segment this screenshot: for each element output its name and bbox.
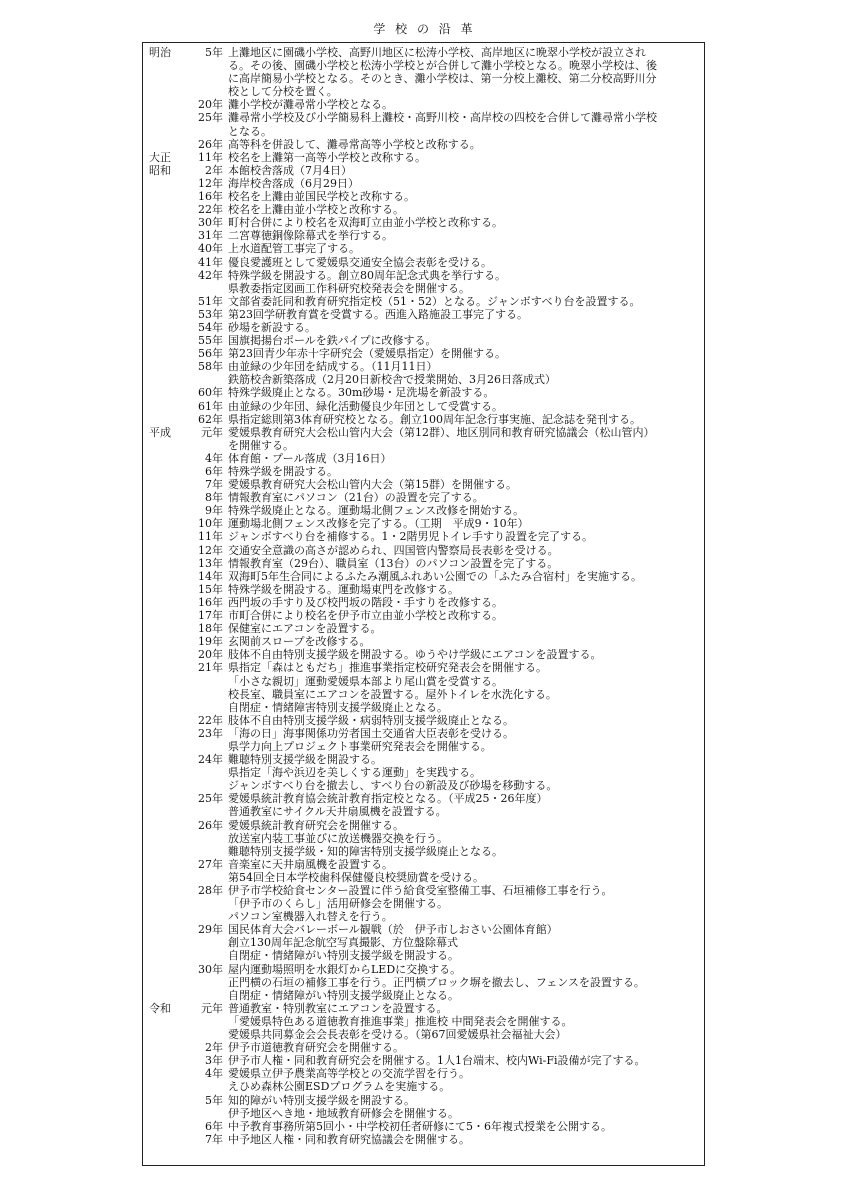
event-text: ジャンボすべり台を補修する。1・2階男児トイレ手すり設置を完了する。 [228,530,594,544]
event-text: 第23回青少年赤十字研究会（愛媛県指定）を開催する。 [228,347,506,361]
year-label: 29年 [198,923,223,937]
year-label: 62年 [198,412,223,426]
year-label: 2年 [205,1041,223,1055]
event-text: 特殊学級を開設する。 [228,465,338,478]
history-row [143,648,704,661]
history-row [143,609,704,622]
event-text: 県教委指定図画工作科研究校発表会を開催する。 [228,281,470,295]
event-text: 優良愛護班として愛媛県交通安全協会表彰を受ける。 [228,255,492,269]
event-text: 海岸校舎落成（6月29日） [228,176,359,190]
event-text: 屋内運動場照明を水銀灯からLEDに交換する。 [228,962,462,976]
year-label: 19年 [198,635,223,649]
year-label: 4年 [205,1067,223,1081]
history-row [143,517,704,530]
history-row [143,203,704,216]
event-text: 自閉症・情緒障害特別支援学級廃止となる。 [228,700,448,714]
history-row [143,308,704,321]
year-label: 40年 [198,242,223,256]
history-row [143,661,704,674]
event-text: 校長室、職員室にエアコンを設置する。屋外トイレを水洗化する。 [228,687,557,701]
era-label: 平成 [149,425,171,439]
history-row [143,190,704,203]
era-label: 令和 [149,1001,171,1015]
year-label: 26年 [198,137,223,151]
history-row [143,151,704,164]
event-text: 県学力向上プロジェクト事業研究発表会を開催する。 [228,739,492,753]
history-row [143,910,704,923]
event-text: 県指定「海や浜辺を美しくする運動」を実践する。 [228,766,481,780]
year-label: 20年 [198,648,223,662]
year-label: 22年 [198,203,223,217]
event-text: 灘尋常小学校及び小学簡易科上灘校・高野川校・高岸校の四校を合併して灘尋常小学校 [228,111,657,125]
event-text: 西門坂の手すり及び校門坂の階段・手すりを改修する。 [228,595,503,609]
year-label: 30年 [198,216,223,230]
year-label: 12年 [198,543,223,557]
year-label: 10年 [198,517,223,531]
history-row [143,373,704,386]
history-rows [143,46,704,1146]
event-text: 「小さな親切」運動愛媛県本部より尾山賞を受賞する。 [228,674,503,688]
year-label: 21年 [198,661,223,675]
history-row [143,583,704,596]
event-text: 第54回全日本学校歯科保健優良校奨励賞を受ける。 [228,870,484,884]
history-row [143,491,704,504]
era-label: 昭和 [149,163,171,177]
history-row [143,845,704,858]
history-row [143,1002,704,1015]
event-text: に高岸簡易小学校となる。そのとき、灘小学校は、第一分校上灘校、第二分校高野川分 [228,72,657,86]
event-text: ジャンボすべり台を撤去し、すべり台の新設及び砂場を移動する。 [228,779,558,793]
event-text: 愛媛県教育研究大会松山管内大会（第15群）を開催する。 [228,478,517,492]
year-label: 11年 [198,150,223,164]
history-row [143,321,704,334]
history-row [143,256,704,269]
event-text: 国民体育大会バレーボール観戦（於 伊予市しおさい公園体育館） [228,923,558,937]
history-row [143,753,704,766]
year-label: 元年 [201,1001,223,1015]
event-text: 県指定総則第3体育研究校となる。創立100周年記念行事実施、記念誌を発刊する。 [228,412,641,426]
history-row [143,1041,704,1054]
history-row [143,46,704,59]
history-row [143,465,704,478]
history-row [143,635,704,648]
year-label: 31年 [198,229,223,243]
event-text: 難聴特別支援学級を開設する。 [228,753,382,767]
history-row [143,413,704,426]
year-label: 28年 [198,884,223,897]
year-label: 6年 [205,1119,223,1133]
history-row [143,740,704,753]
history-row [143,1107,704,1120]
history-row [143,544,704,557]
history-row [143,229,704,242]
event-text: 保健室にエアコンを設置する。 [228,622,382,636]
event-text: 伊予市学校給食センター設置に伴う給食受室整備工事、石垣補修工事を行う。 [228,884,613,897]
event-text: 愛媛県統計教育協会統計教育指定校となる。（平成25・26年度） [228,792,548,806]
history-row [143,1015,704,1028]
year-label: 元年 [201,425,223,439]
year-label: 54年 [198,320,223,334]
event-text: 由並緑の少年団を結成する。（11月11日） [228,360,438,374]
year-label: 8年 [205,491,223,505]
event-text: 中予地区人権・同和教育研究協議会を開催する。 [228,1132,470,1146]
year-label: 41年 [198,255,223,269]
event-text: 第23回学研教育賞を受賞する。西進入路施設工事完了する。 [228,307,528,321]
history-row [143,439,704,452]
event-text: 情報教育室にパソコン（21台）の設置を完了する。 [228,491,484,505]
event-text: 愛媛県教育研究大会松山管内大会（第12群）、地区別同和教育研究協議会（松山管内） [228,425,655,439]
history-row [143,426,704,439]
event-text: 町村合併により校名を双海町立由並小学校と改称する。 [228,216,503,230]
year-label: 25年 [198,792,223,806]
event-text: 玄関前スロープを改修する。 [228,635,371,649]
event-text: 肢体不自由特別支援学級・病弱特別支援学級廃止となる。 [228,713,514,727]
event-text: 体育館・プール落成（3月16日） [228,451,392,465]
history-row [143,976,704,989]
event-text: 校名を上灘由並小学校と改称する。 [228,203,404,217]
history-row [143,386,704,399]
history-table [142,42,705,1166]
history-row [143,111,704,124]
year-label: 13年 [198,556,223,570]
history-row [143,622,704,635]
year-label: 11年 [198,530,223,544]
event-text: 特殊学級廃止となる。30m砂場・足洗場を新設する。 [228,386,495,400]
event-text: 自閉症・情緒障がい特別支援学級廃止となる。 [228,988,459,1002]
year-label: 16年 [198,190,223,204]
year-label: 16年 [198,595,223,609]
year-label: 5年 [205,46,223,59]
year-label: 6年 [205,465,223,478]
year-label: 42年 [198,268,223,282]
event-text: 伊予市道徳教育研究会を開催する。 [228,1041,404,1055]
event-text: 運動場北側フェンス改修を完了する。（工期 平成9・10年） [228,517,529,531]
history-row [143,727,704,740]
year-label: 25年 [198,111,223,125]
event-text: 特殊学級廃止となる。運動場北側フェンス改修を開始する。 [228,504,525,518]
event-text: 普通教室にサイクル天井扇風機を設置する。 [228,805,447,819]
history-row [143,1067,704,1080]
year-label: 4年 [205,451,223,465]
history-row [143,1054,704,1067]
year-label: 55年 [198,334,223,348]
event-text: 灘小学校が灘尋常小学校となる。 [228,98,393,112]
event-text: 肢体不自由特別支援学級を開設する。ゆうやけ学級にエアコンを設置する。 [228,648,602,662]
history-row [143,596,704,609]
history-row [143,530,704,543]
year-label: 24年 [198,753,223,767]
history-row [143,478,704,491]
event-text: 創立130周年記念航空写真撮影、方位盤除幕式 [228,936,458,950]
year-label: 15年 [198,582,223,596]
event-text: 難聴特別支援学級・知的障害特別支援学級廃止となる。 [228,844,503,858]
era-label: 明治 [149,46,171,59]
history-row [143,1028,704,1041]
history-row [143,871,704,884]
era-label: 大正 [149,150,171,164]
year-label: 7年 [205,478,223,492]
event-text: 上灘地区に園磯小学校、高野川地区に松涛小学校、高岸地区に晩翠小学校が設立され [228,46,646,59]
history-row [143,792,704,805]
history-row [143,766,704,779]
year-label: 56年 [198,347,223,361]
event-text: 伊予市人権・同和教育研究会を開催する。1人1台端末、校内Wi-Fi設備が完了する。 [228,1054,646,1068]
history-row [143,989,704,1002]
event-text: 鉄筋校舎新築落成（2月20日新校舎で授業開始、3月26日落成式） [228,373,556,387]
event-text: 放送室内装工事並びに放送機器交換を行う。 [228,831,448,845]
event-text: 交通安全意識の高さが認められ、四国管内警察局長表彰を受ける。 [228,543,559,557]
year-label: 22年 [198,713,223,727]
history-row [143,242,704,255]
history-row [143,963,704,976]
event-text: 伊予地区へき地・地域教育研修会を開催する。 [228,1106,459,1120]
event-text: 二宮尊徳銅像除幕式を挙行する。 [228,229,393,243]
year-label: 30年 [198,962,223,976]
history-row [143,98,704,111]
year-label: 20年 [198,98,223,112]
history-row [143,85,704,98]
event-text: る。その後、園磯小学校と松涛小学校とが合併して灘小学校となる。晩翠小学校は、後 [228,59,657,73]
event-text: 文部省委託同和教育研究指定校（51・52）となる。ジャンボすべり台を設置する。 [228,294,641,308]
event-text: 校名を上灘第一高等小学校と改称する。 [228,150,426,164]
event-text: 知的障がい特別支援学級を開設する。 [228,1093,415,1107]
event-text: 正門横の石垣の補修工事を行う。正門横ブロック塀を撤去し、フェンスを設置する。 [228,975,645,989]
history-row [143,504,704,517]
year-label: 58年 [198,360,223,374]
history-row [143,347,704,360]
history-row [143,923,704,936]
history-row [143,570,704,583]
history-row [143,884,704,897]
event-text: 本館校舎落成（7月4日） [228,163,352,177]
history-row [143,897,704,910]
history-row [143,936,704,949]
year-label: 17年 [198,609,223,623]
event-text: パソコン室機器入れ替えを行う。 [228,910,393,924]
history-row [143,949,704,962]
event-text: を開催する。 [228,438,294,452]
history-row [143,701,704,714]
history-row [143,779,704,792]
event-text: 市町合併により校名を伊予市立由並小学校と改称する。 [228,609,503,623]
year-label: 60年 [198,386,223,400]
year-label: 51年 [198,294,223,308]
year-label: 3年 [205,1054,223,1068]
event-text: 高等科を併設して、灘尋常高等小学校と改称する。 [228,137,481,151]
event-text: 特殊学級を開設する。創立80周年記念式典を挙行する。 [228,268,506,282]
history-row [143,125,704,138]
event-text: 中予教育事務所第5回小・中学校初任者研修にて5・6年複式授業を公開する。 [228,1119,612,1133]
history-row [143,400,704,413]
event-text: えひめ森林公園ESDプログラムを実施する。 [228,1080,451,1094]
event-text: 愛媛県立伊予農業高等学校との交流学習を行う。 [228,1067,470,1081]
history-row [143,805,704,818]
history-row [143,1080,704,1093]
event-text: 県指定「森はともだち」推進事業指定校研究発表会を開催する。 [228,661,547,675]
history-row [143,72,704,85]
history-row [143,557,704,570]
event-text: 国旗掲揚台ポールを鉄パイプに改修する。 [228,334,437,348]
event-text: 普通教室・特別教室にエアコンを設置する。 [228,1001,448,1015]
year-label: 7年 [205,1132,223,1146]
event-text: 双海町5年生合同によるふたみ潮風ふれあい公園での「ふたみ合宿村」を実施する。 [228,569,642,583]
event-text: 校として分校を置く。 [228,85,338,99]
history-row [143,269,704,282]
event-text: 校名を上灘由並国民学校と改称する。 [228,190,415,204]
event-text: 砂場を新設する。 [228,320,316,334]
history-row [143,1094,704,1107]
history-row [143,832,704,845]
history-row [143,675,704,688]
event-text: 自閉症・情緒障がい特別支援学級を開設する。 [228,949,459,963]
history-row [143,295,704,308]
history-row [143,216,704,229]
year-label: 26年 [198,818,223,832]
event-text: 情報教育室（29台）、職員室（13台）のパソコン設置を完了する。 [228,556,559,570]
year-label: 27年 [198,857,223,871]
history-row [143,858,704,871]
event-text: 愛媛県統計教育研究会を開催する。 [228,818,404,832]
event-text: 「伊予市のくらし」活用研修会を開催する。 [228,897,448,911]
history-row [143,688,704,701]
history-row [143,334,704,347]
event-text: 「海の日」海事関係功労者国土交通省大臣表彰を受ける。 [228,726,514,740]
page-title: 学 校 の 沿 革 [373,22,476,36]
event-text: 上水道配管工事完了する。 [228,242,360,256]
year-label: 18年 [198,622,223,636]
year-label: 12年 [198,176,223,190]
year-label: 14年 [198,569,223,583]
history-row [143,452,704,465]
year-label: 9年 [205,504,223,518]
history-row [143,138,704,151]
history-row [143,164,704,177]
year-label: 5年 [205,1093,223,1107]
year-label: 53年 [198,307,223,321]
year-label: 23年 [198,726,223,740]
history-row [143,1133,704,1146]
history-row [143,59,704,72]
history-row [143,177,704,190]
history-row [143,714,704,727]
history-row [143,819,704,832]
event-text: 「愛媛県特色ある道徳教育推進事業」推進校 中間発表会を開催する。 [228,1014,573,1028]
history-row [143,360,704,373]
event-text: 音楽室に天井扇風機を設置する。 [228,857,393,871]
year-label: 61年 [198,399,223,413]
year-label: 2年 [205,163,223,177]
event-text: 愛媛県共同募金会会長表彰を受ける。（第67回愛媛県社会福祉大会） [228,1028,567,1042]
event-text: となる。 [228,124,272,138]
history-row [143,1120,704,1133]
history-row [143,282,704,295]
event-text: 由並緑の少年団、緑化活動優良少年団として受賞する。 [228,399,503,413]
event-text: 特殊学級を開設する。運動場東門を改修する。 [228,582,459,596]
